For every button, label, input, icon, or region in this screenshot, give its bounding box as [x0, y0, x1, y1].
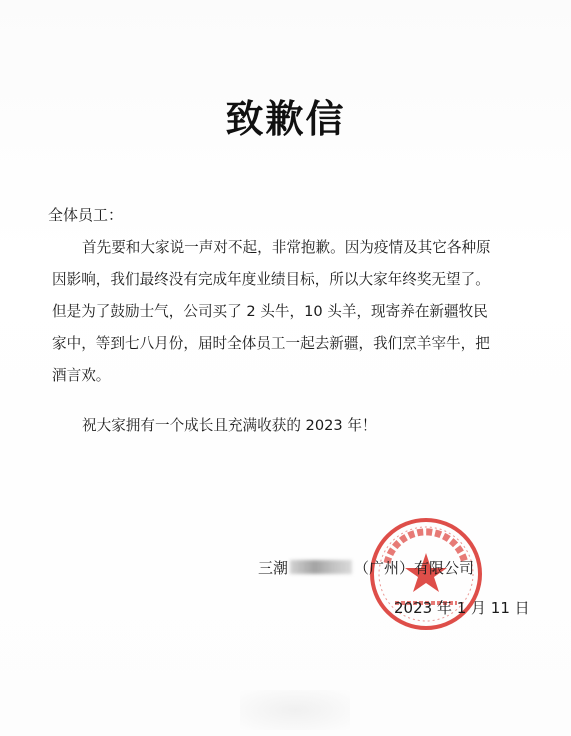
company-name [258, 557, 474, 578]
paragraph-1-line: 但是为了鼓励士气，公司买了 2 头牛，10 头羊，现寄养在新疆牧民 [52, 303, 488, 320]
paragraph-1 [52, 232, 532, 392]
paragraph-1-line: 因影响，我们最终没有完成年度业绩目标，所以大家年终奖无望了。 [52, 271, 490, 288]
redacted-region [290, 560, 352, 574]
paragraph-1-line: 酒言欢。 [52, 367, 111, 384]
paragraph-1-line: 家中，等到七八月份，届时全体员工一起去新疆，我们烹羊宰牛，把 [52, 335, 490, 352]
letter-title: 致歉信 [225, 97, 346, 141]
letter-date: 2023 年 1 月 11 日 [394, 599, 530, 617]
company-name-prefix: 三潮 [258, 559, 289, 577]
paragraph-1-line: 首先要和大家说一声对不起，非常抱歉。因为疫情及其它各种原 [82, 239, 491, 256]
scan-shadow [240, 690, 350, 730]
paragraph-2 [52, 410, 532, 442]
company-name-suffix: （广州）有限公司 [354, 559, 475, 577]
closing-wish: 祝大家拥有一个成长且充满收获的 2023 年！ [82, 417, 377, 434]
salutation: 全体员工： [48, 206, 124, 224]
